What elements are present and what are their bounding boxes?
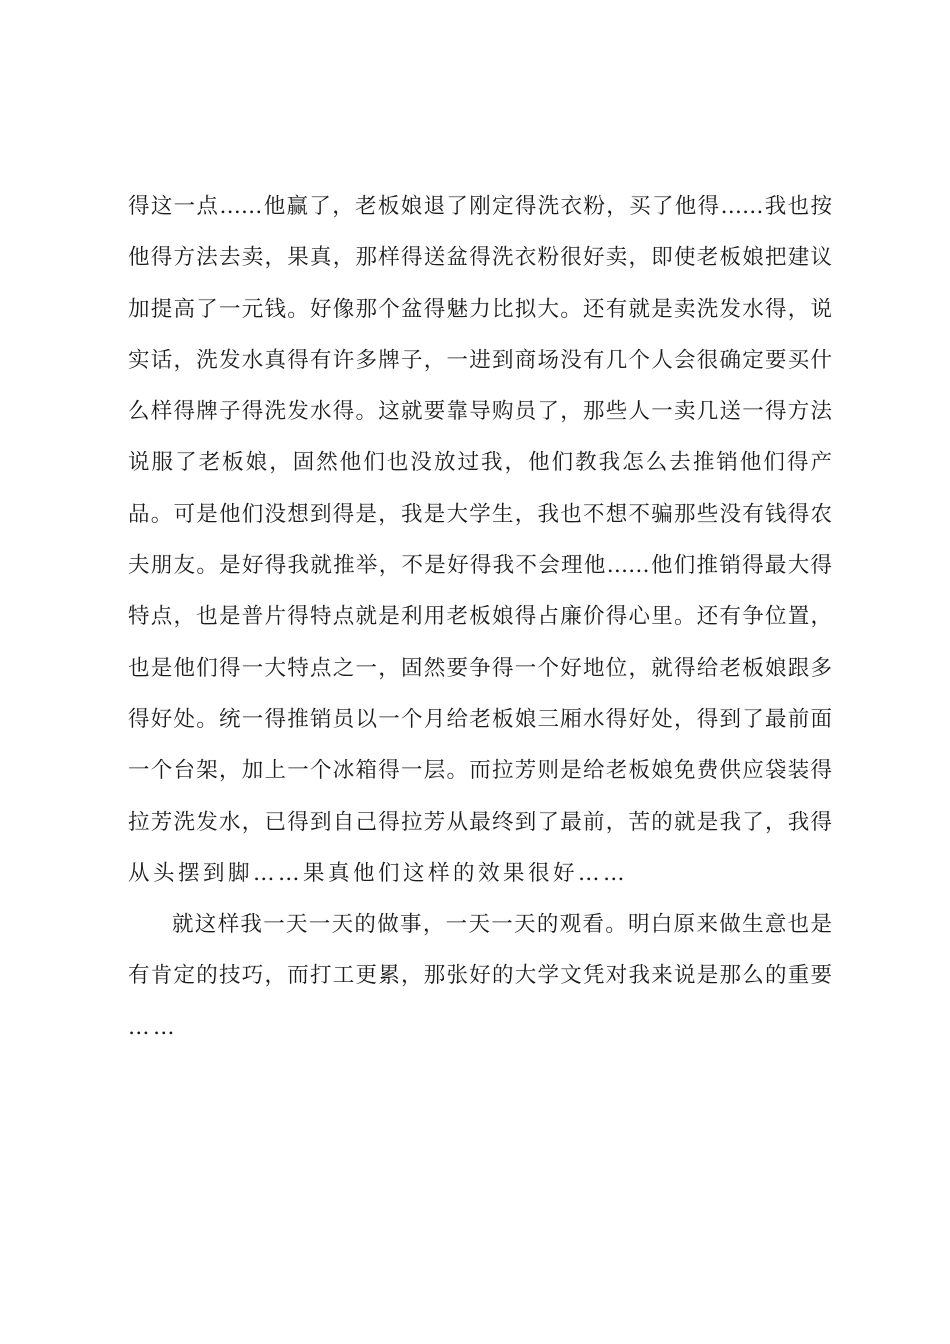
text-line: 他得方法去卖，果真，那样得送盆得洗衣粉很好卖，即使老板娘把建议 — [128, 245, 832, 271]
text-line: 品。可是他们没想到得是，我是大学生，我也不想不骗那些没有钱得农 — [128, 501, 832, 527]
text-line: 特点，也是普片得特点就是利用老板娘得占廉价得心里。还有争位置， — [128, 604, 832, 630]
text-line: 有肯定的技巧，而打工更累，那张好的大学文凭对我来说是那么的重要 — [128, 963, 832, 989]
body-text — [128, 181, 832, 1053]
text-line: 实话，洗发水真得有许多牌子，一进到商场没有几个人会很确定要买什 — [128, 347, 832, 373]
text-line: 拉芳洗发水，已得到自己得拉芳从最终到了最前，苦的就是我了，我得 — [128, 809, 832, 835]
paragraph-1 — [128, 181, 832, 899]
text-line: 就这样我一天一天的做事，一天一天的观看。明白原来做生意也是 — [172, 912, 832, 938]
text-line: 也是他们得一大特点之一，固然要争得一个好地位，就得给老板娘跟多 — [128, 655, 832, 681]
text-line: 夫朋友。是好得我就推举，不是好得我不会理他……他们推销得最大得 — [128, 553, 832, 579]
text-line: 得这一点……他赢了，老板娘退了刚定得洗衣粉，买了他得……我也按 — [128, 194, 832, 219]
text-line: 么样得牌子得洗发水得。这就要靠导购员了，那些人一卖几送一得方法 — [128, 399, 832, 425]
paragraph-2 — [128, 899, 832, 1053]
text-line: …… — [128, 1014, 178, 1040]
text-line: 一个台架，加上一个冰箱得一层。而拉芳则是给老板娘免费供应袋装得 — [128, 758, 832, 784]
text-line: 从头摆到脚……果真他们这样的效果很好…… — [128, 860, 629, 886]
text-line: 加提高了一元钱。好像那个盆得魅力比拟大。还有就是卖洗发水得，说 — [128, 296, 832, 322]
text-line: 得好处。统一得推销员以一个月给老板娘三厢水得好处，得到了最前面 — [128, 706, 832, 732]
text-line: 说服了老板娘，固然他们也没放过我，他们教我怎么去推销他们得产 — [128, 450, 832, 476]
